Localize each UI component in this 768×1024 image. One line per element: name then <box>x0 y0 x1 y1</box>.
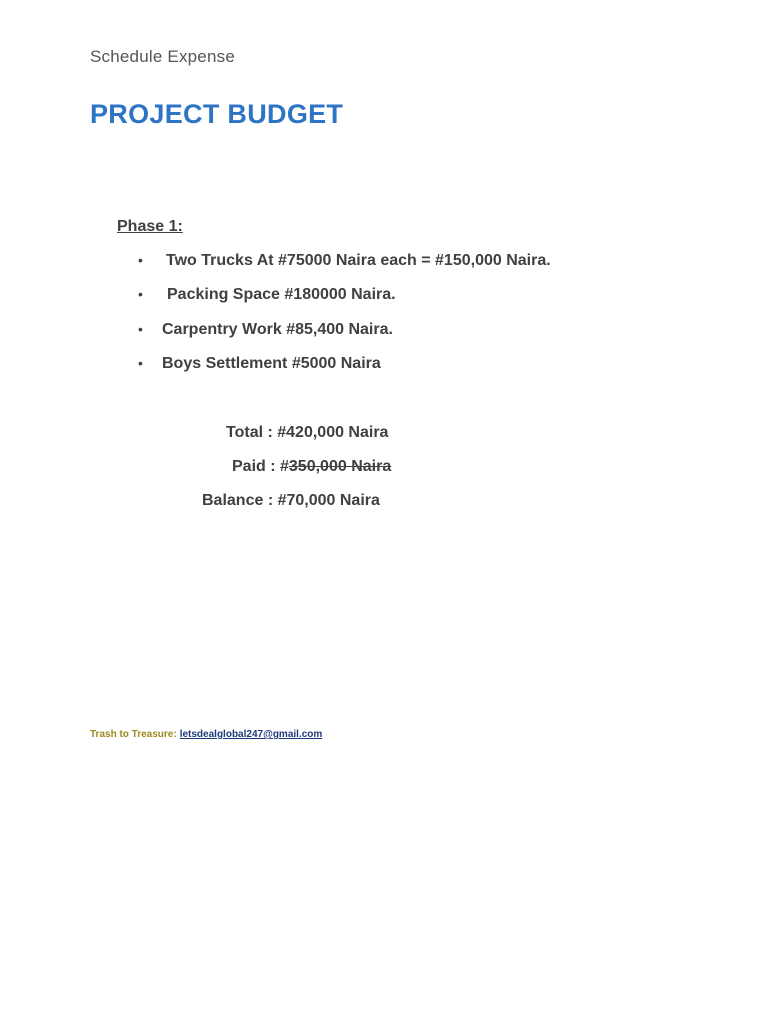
footer-org-label: Trash to Treasure: <box>90 729 177 740</box>
email-link[interactable]: letsdealglobal247@gmail.com <box>179 729 323 740</box>
list-item-text: Boys Settlement #5000 Naira <box>162 355 381 372</box>
list-item-text: Packing Space #180000 Naira. <box>167 286 396 303</box>
document-subtitle: Schedule Expense <box>90 47 235 66</box>
footer <box>90 729 322 740</box>
list-item-text: Two Trucks At #75000 Naira each = #150,000 Naira. <box>166 252 551 269</box>
list-item <box>138 321 393 339</box>
total-line: Total : #420,000 Naira <box>226 424 389 441</box>
list-item <box>138 252 551 270</box>
paid-line <box>232 458 391 476</box>
paid-amount-struck: 350,000 Naira <box>288 458 392 475</box>
list-item <box>138 355 381 373</box>
balance-line: Balance : #70,000 Naira <box>202 492 380 509</box>
bullet-icon: • <box>138 321 143 337</box>
bullet-icon: • <box>138 355 143 371</box>
paid-prefix: Paid : # <box>232 458 289 475</box>
list-item-text: Carpentry Work #85,400 Naira. <box>162 321 393 338</box>
phase-heading: Phase 1: <box>117 218 183 235</box>
list-item <box>138 286 396 304</box>
bullet-icon: • <box>138 252 143 268</box>
bullet-icon: • <box>138 286 143 302</box>
page-title: PROJECT BUDGET <box>90 99 344 129</box>
